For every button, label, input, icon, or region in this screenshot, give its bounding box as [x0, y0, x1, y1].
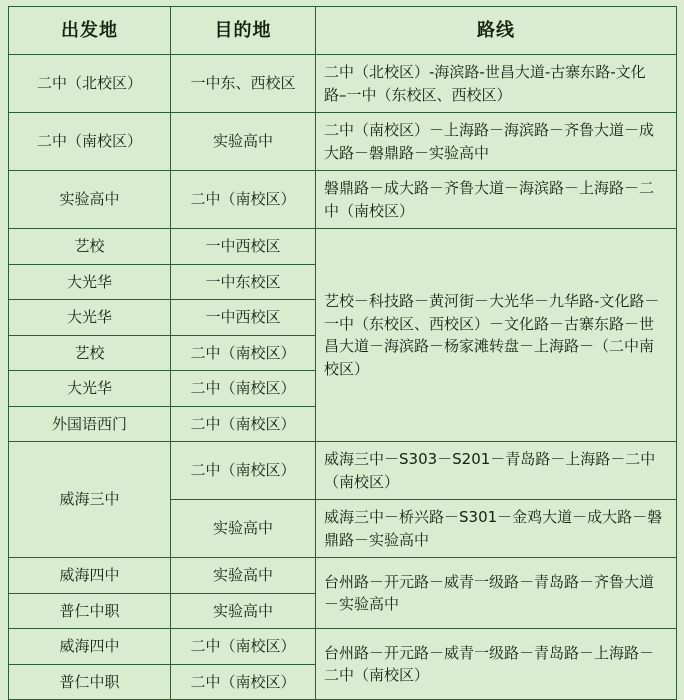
cell-destination: 二中（南校区）: [171, 335, 316, 371]
cell-destination: 一中东、西校区: [171, 55, 316, 113]
cell-destination: 二中（南校区）: [171, 371, 316, 407]
cell-origin: 大光华: [9, 371, 171, 407]
table-row: [9, 558, 677, 594]
column-header-route: 路线: [316, 7, 677, 55]
cell-origin: 普仁中职: [9, 593, 171, 629]
cell-route-merged: 台州路－开元路－威青一级路－青岛路－齐鲁大道－实验高中: [316, 558, 677, 629]
cell-route-merged: 台州路－开元路－威青一级路－青岛路－上海路－二中（南校区）: [316, 629, 677, 700]
cell-destination: 二中（南校区）: [171, 664, 316, 700]
cell-origin: 外国语西门: [9, 406, 171, 442]
cell-route: 威海三中－S303－S201－青岛路－上海路－二中（南校区）: [316, 442, 677, 500]
cell-origin: 大光华: [9, 300, 171, 336]
table-row: [9, 229, 677, 265]
cell-destination: 实验高中: [171, 500, 316, 558]
table-row: [9, 442, 677, 500]
cell-destination: 二中（南校区）: [171, 171, 316, 229]
cell-destination: 一中西校区: [171, 300, 316, 336]
cell-destination: 一中西校区: [171, 229, 316, 265]
cell-origin: 二中（南校区）: [9, 113, 171, 171]
cell-route: 磐鼎路－成大路－齐鲁大道－海滨路－上海路－二中（南校区）: [316, 171, 677, 229]
cell-origin: 威海四中: [9, 629, 171, 665]
table-row: [9, 55, 677, 113]
cell-route: 二中（北校区）-海滨路-世昌大道-古寨东路-文化路–一中（东校区、西校区）: [316, 55, 677, 113]
cell-route: 威海三中－桥兴路－S301－金鸡大道－成大路－磐鼎路－实验高中: [316, 500, 677, 558]
cell-destination: 二中（南校区）: [171, 442, 316, 500]
column-header-destination: 目的地: [171, 7, 316, 55]
cell-origin-merged: 威海三中: [9, 442, 171, 558]
cell-route-merged: 艺校－科技路－黄河街－大光华－九华路-文化路－一中（东校区、西校区）－文化路－古寨东路－世昌大道－海滨路－杨家滩转盘－上海路－（二中南校区）: [316, 229, 677, 442]
table-body: [9, 55, 677, 700]
cell-route: 二中（南校区）－上海路－海滨路－齐鲁大道－成大路－磐鼎路－实验高中: [316, 113, 677, 171]
cell-origin: 威海四中: [9, 558, 171, 594]
cell-origin: 大光华: [9, 264, 171, 300]
cell-origin: 艺校: [9, 229, 171, 265]
table-header-row: [9, 7, 677, 55]
table-row: [9, 629, 677, 665]
column-header-origin: 出发地: [9, 7, 171, 55]
table-row: [9, 113, 677, 171]
cell-destination: 二中（南校区）: [171, 406, 316, 442]
cell-origin: 艺校: [9, 335, 171, 371]
cell-origin: 实验高中: [9, 171, 171, 229]
cell-destination: 一中东校区: [171, 264, 316, 300]
cell-origin: 普仁中职: [9, 664, 171, 700]
cell-destination: 实验高中: [171, 113, 316, 171]
cell-destination: 实验高中: [171, 558, 316, 594]
cell-destination: 二中（南校区）: [171, 629, 316, 665]
transport-route-table: [8, 6, 677, 700]
cell-destination: 实验高中: [171, 593, 316, 629]
cell-origin: 二中（北校区）: [9, 55, 171, 113]
table-row: [9, 171, 677, 229]
